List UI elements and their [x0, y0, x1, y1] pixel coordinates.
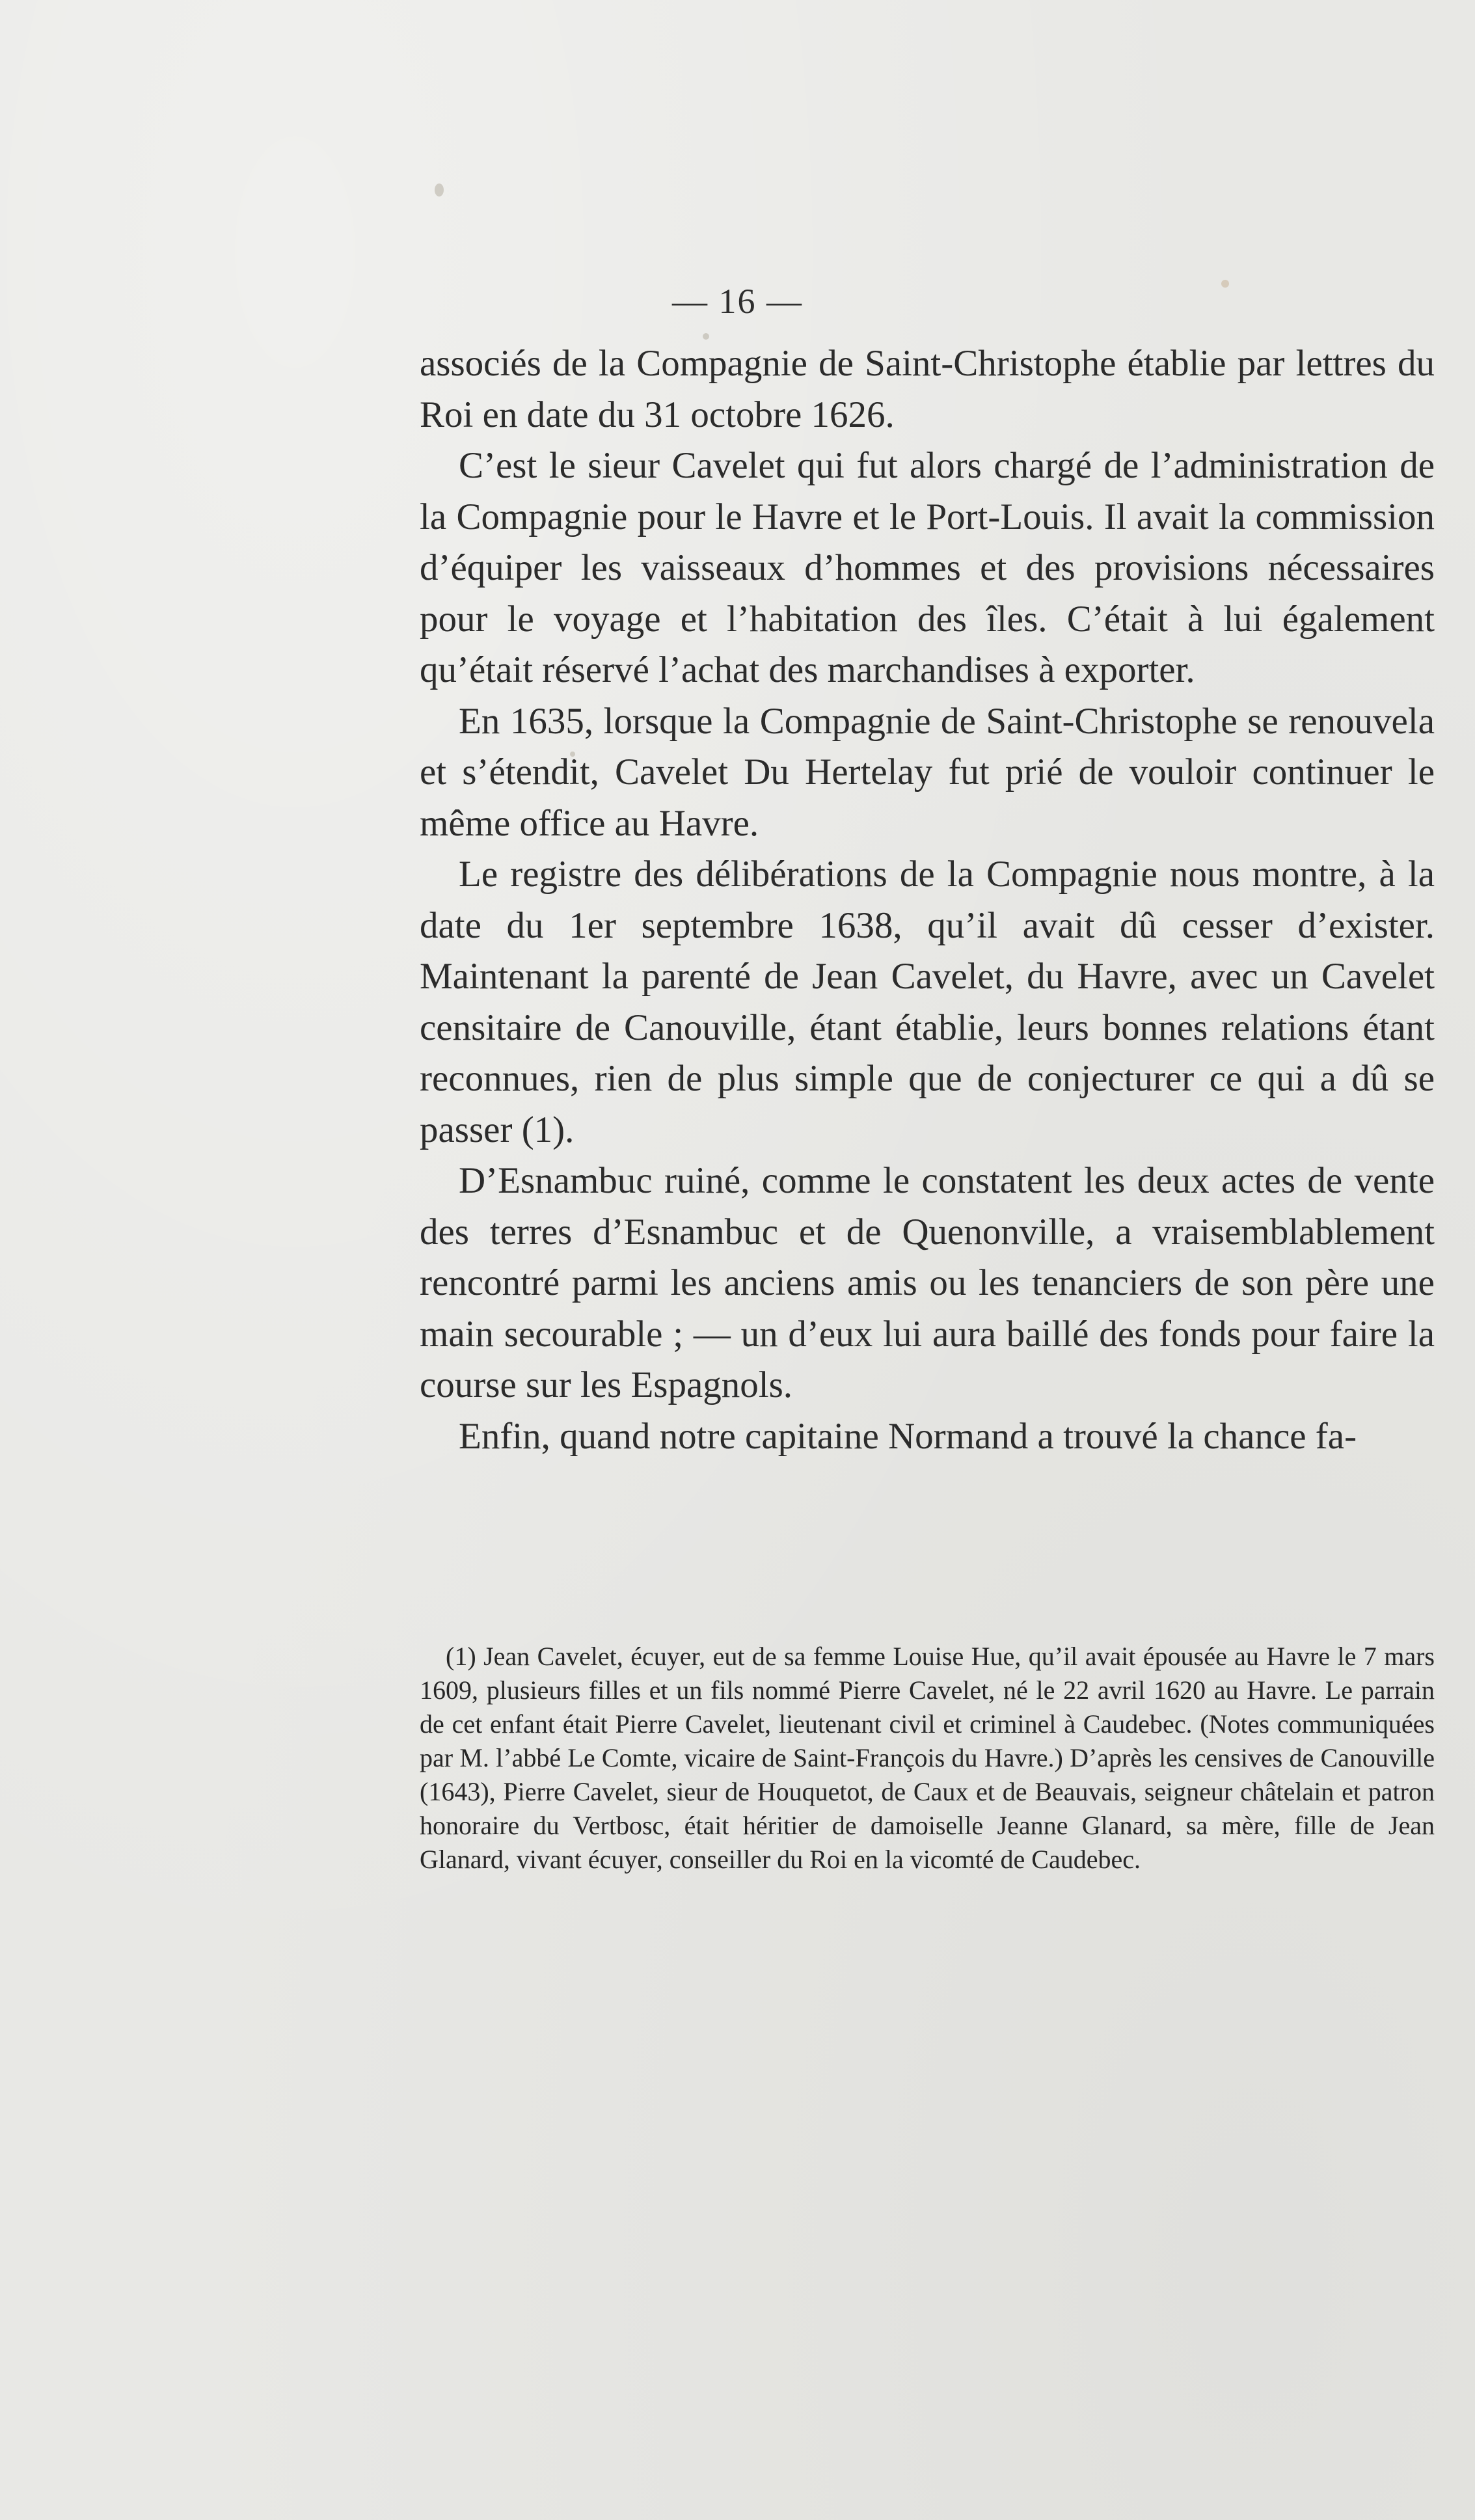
paragraph: Le registre des délibérations de la Compagnie nous montre, à la date du 1er septembre 1638, qu’il avait dû cesser d’exister. Maintenant la parenté de Jean Cavelet, du Havre, avec un Cavelet censitaire de Canouville, étant établie, leurs bonnes relations étant reconnues, rien de plus simple que de conjecturer ce qui a dû se passer (1).	[420, 854, 1435, 1150]
paragraph: C’est le sieur Cavelet qui fut alors chargé de l’administration de la Compagnie pour le Havre et le Port-Louis. Il avait la commission d’équiper les vaisseaux d’hommes et des provisions nécessaires pour le voyage et l’habitation des îles. C’était à lui également qu’était réservé l’achat des marchandises à exporter.	[420, 445, 1435, 690]
paragraph: En 1635, lorsque la Compagnie de Saint-Christophe se renouvela et s’étendit, Cavelet Du Hertelay fut prié de vouloir continuer le même office au Havre.	[420, 700, 1435, 844]
paragraph: D’Esnambuc ruiné, comme le constatent les deux actes de vente des terres d’Esnambuc et de Quenonville, a vraisemblablement rencontré parmi les anciens amis ou les tenanciers de son père une main secourable ; — un d’eux lui aura baillé des fonds pour faire la course sur les Espagnols.	[420, 1160, 1435, 1405]
footnote	[420, 1640, 1435, 1876]
body-text	[420, 338, 1435, 1462]
page-number: — 16 —	[672, 282, 803, 321]
paragraph: Enfin, quand notre capitaine Normand a trouvé la chance fa-	[459, 1415, 1357, 1457]
paper-stain	[435, 183, 444, 196]
paragraph: associés de la Compagnie de Saint-Christophe établie par lettres du Roi en date du 31 octobre 1626.	[420, 343, 1435, 435]
footnote-text: (1) Jean Cavelet, écuyer, eut de sa femme Louise Hue, qu’il avait épousée au Havre le 7 mars 1609, plusieurs filles et un fils nommé Pierre Cavelet, né le 22 avril 1620 au Havre. Le parrain de cet enfant était Pierre Cavelet, lieutenant civil et criminel à Caudebec. (Notes communiquées par M. l’abbé Le Comte, vicaire de Saint-François du Havre.) D’après les censives de Canouville (1643), Pierre Cavelet, sieur de Houquetot, de Caux et de Beauvais, seigneur châtelain et patron honoraire du Vertbosc, était héritier de damoiselle Jeanne Glanard, sa mère, fille de Jean Glanard, vivant écuyer, conseiller du Roi en la vicomté de Caudebec.	[420, 1642, 1435, 1874]
